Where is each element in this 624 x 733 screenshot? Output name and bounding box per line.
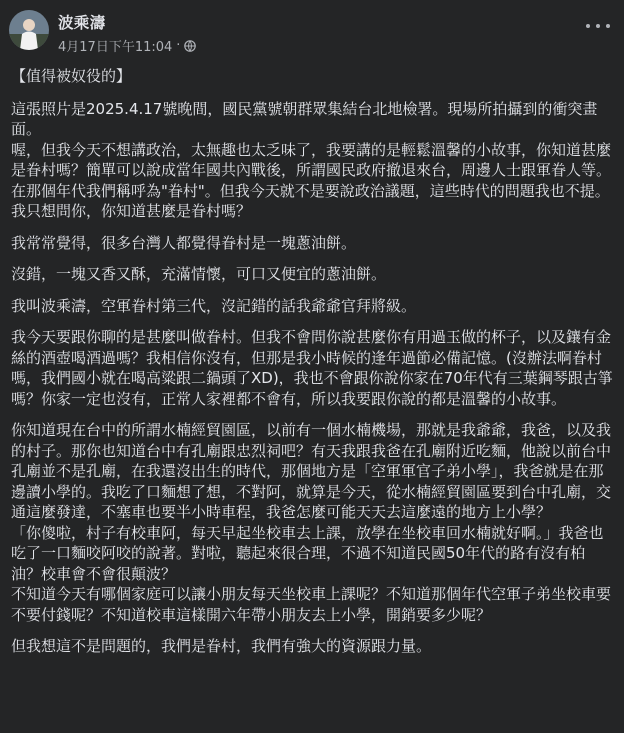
avatar-image: [9, 10, 49, 50]
post-paragraph: 我叫波乘濤，空軍眷村第三代，沒記錯的話我爺爺官拜將級。: [11, 296, 417, 315]
post-paragraph: 你知道現在台中的所謂水楠經貿園區，以前有一個水楠機場，那就是我爺爺，我爸，以及我的村子。那你也知道台中有孔廟跟忠烈祠吧？有天我跟我爸在孔廟附近吃麵，他說以前台中孔廟並不是孔廟，在我還沒出生的時代，那個地方是「空軍軍官子弟小學」，我爸就是在那邊讀小學的。我吃了口麵想了想，不對阿，就算是今天，從水楠經貿園區要到台中孔廟，交通這麼發達，不塞車也要半小時車程，我爸怎麼可能天天去這麼遠的地方上小學？ 「你傻啦，村子有校車阿，每天早起坐校車去上課，放學在坐校車回水楠就好啊。」我爸也吃了一口麵咬阿咬的說著。對啦，聽起來很合理，不過不知道民國50年代的路有沒有柏油？校車會不會很顛波？ 不知道今天有哪個家庭可以讓小朋友每天坐校車上課呢？不知道那個年代空軍子弟坐校車要不要付錢呢？不知道校車這樣開六年帶小朋友去上小學，開銷要多少呢？: [11, 421, 612, 624]
post-body: [11, 66, 615, 669]
post-paragraph: 這張照片是2025.4.17號晚間，國民黨號朝群眾集結台北地檢署。現場所拍攝到的衝突畫面。 喔，但我今天不想講政治，太無趣也太乏味了，我要講的是輕鬆溫馨的小故事，你知道甚麼是眷村嗎？簡單可以說成當年國共內戰後，所謂國民政府撤退來台，周邊人士跟軍眷人等。在那個年代我們稱呼為"眷村"。但我今天就不是要說政治議題，這些時代的問題我也不提。我只想問你，你知道甚麼是眷村嗎？: [11, 99, 612, 220]
post-paragraph: 【值得被奴役的】: [11, 67, 132, 85]
author-name[interactable]: 波乘濤: [58, 14, 106, 32]
post-meta: [58, 36, 196, 55]
post-paragraph: 我今天要跟你聊的是甚麼叫做眷村。但我不會問你說甚麼你有用過玉做的杯子，以及鑲有金絲的酒壺喝酒過嗎？我相信你沒有，但那是我小時候的逢年過節必備記憶。(沒辦法啊眷村嗎，我們國小就在喝高粱跟二鍋頭了XD)，我也不會跟你說你家在70年代有三葉鋼琴跟古箏嗎？你家一定也沒有，正常人家裡都不會有，所以我要跟你說的都是溫馨的小故事。: [11, 328, 613, 408]
post-timestamp[interactable]: 4月17日下午11:04: [58, 40, 173, 55]
post-paragraph: 我常常覺得，很多台灣人都覺得眷村是一塊蔥油餅。: [11, 233, 357, 252]
post-paragraph: 沒錯，一塊又香又酥，充滿情懷，可口又便宜的蔥油餅。: [11, 265, 387, 283]
post-header: [0, 0, 624, 60]
avatar[interactable]: [9, 10, 49, 50]
more-options-icon[interactable]: [586, 16, 610, 36]
globe-icon: [184, 40, 196, 52]
meta-separator: ·: [176, 38, 181, 53]
post-paragraph: 但我想這不是問題的，我們是眷村，我們有強大的資源跟力量。: [11, 637, 432, 655]
